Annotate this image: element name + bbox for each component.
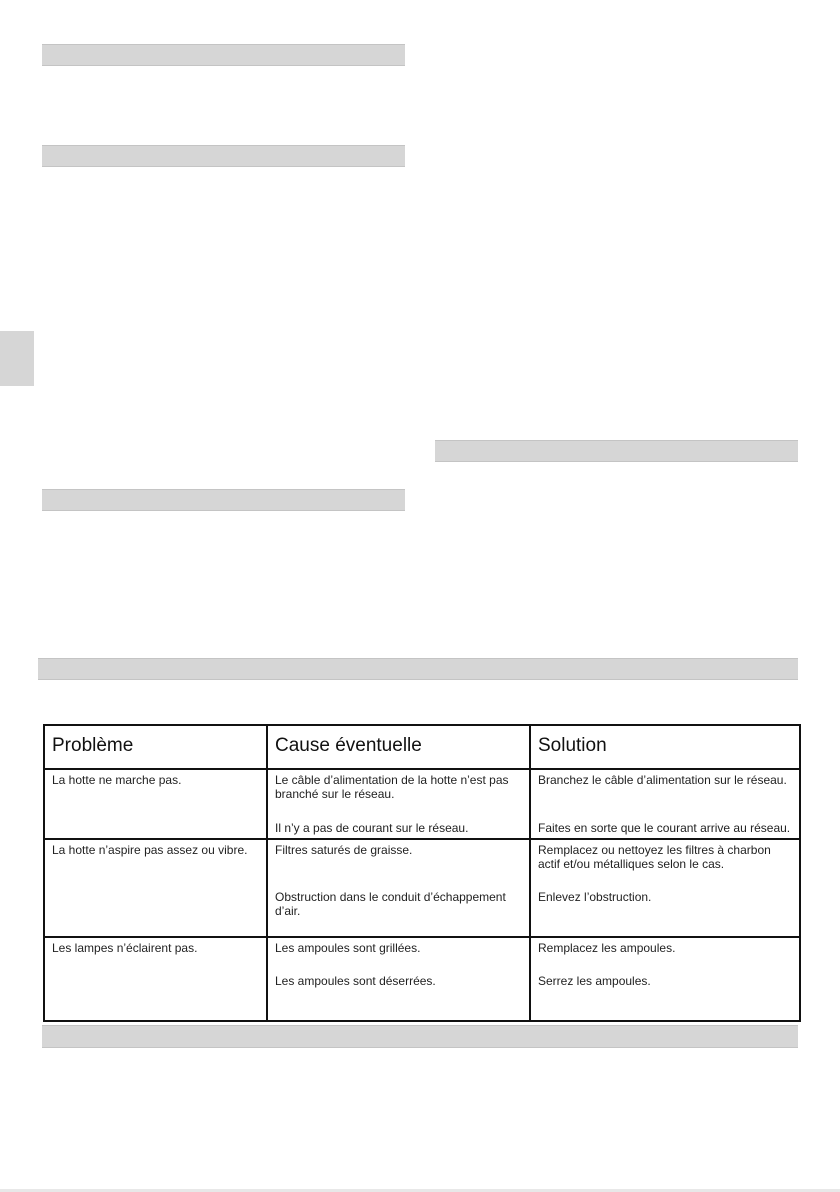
section-header-bar-wide <box>42 1025 798 1048</box>
cause-cell <box>267 937 530 1021</box>
cause-text: Il n’y a pas de courant sur le réseau. <box>275 821 469 835</box>
cause-text: Les ampoules sont grillées. <box>275 941 421 955</box>
problem-cell: Les lampes n’éclairent pas. <box>44 937 267 1021</box>
cause-text: Le câble d’alimentation de la hotte n’est pas branché sur le réseau. <box>275 773 509 801</box>
troubleshooting-table <box>43 724 801 1022</box>
solution-text: Serrez les ampoules. <box>538 974 651 988</box>
cause-text: Obstruction dans le conduit d’échappement d’air. <box>275 890 506 918</box>
problem-cell: La hotte n’aspire pas assez ou vibre. <box>44 839 267 937</box>
solution-text: Enlevez l’obstruction. <box>538 890 652 904</box>
column-header-cause: Cause éventuelle <box>267 725 530 769</box>
section-header-bar <box>42 489 405 511</box>
column-header-solution: Solution <box>530 725 800 769</box>
section-header-bar-wide <box>38 658 798 680</box>
cause-text: Les ampoules sont déserrées. <box>275 974 436 988</box>
solution-text: Branchez le câble d’alimentation sur le réseau. <box>538 773 787 787</box>
section-header-bar <box>435 440 798 462</box>
problem-cell: La hotte ne marche pas. <box>44 769 267 839</box>
solution-text: Faites en sorte que le courant arrive au réseau. <box>538 821 791 835</box>
page-side-tab <box>0 331 34 386</box>
solution-cell <box>530 839 800 937</box>
column-header-problem: Problème <box>44 725 267 769</box>
cause-text: Filtres saturés de graisse. <box>275 843 413 857</box>
table-row <box>44 769 800 839</box>
table-row <box>44 937 800 1021</box>
solution-text: Remplacez ou nettoyez les filtres à charbon actif et/ou métalliques selon le cas. <box>538 843 771 871</box>
solution-cell <box>530 769 800 839</box>
cause-cell <box>267 769 530 839</box>
table-row <box>44 839 800 937</box>
section-header-bar <box>42 44 405 66</box>
cause-cell <box>267 839 530 937</box>
solution-cell <box>530 937 800 1021</box>
section-header-bar <box>42 145 405 167</box>
solution-text: Remplacez les ampoules. <box>538 941 676 955</box>
table-header-row <box>44 725 800 769</box>
